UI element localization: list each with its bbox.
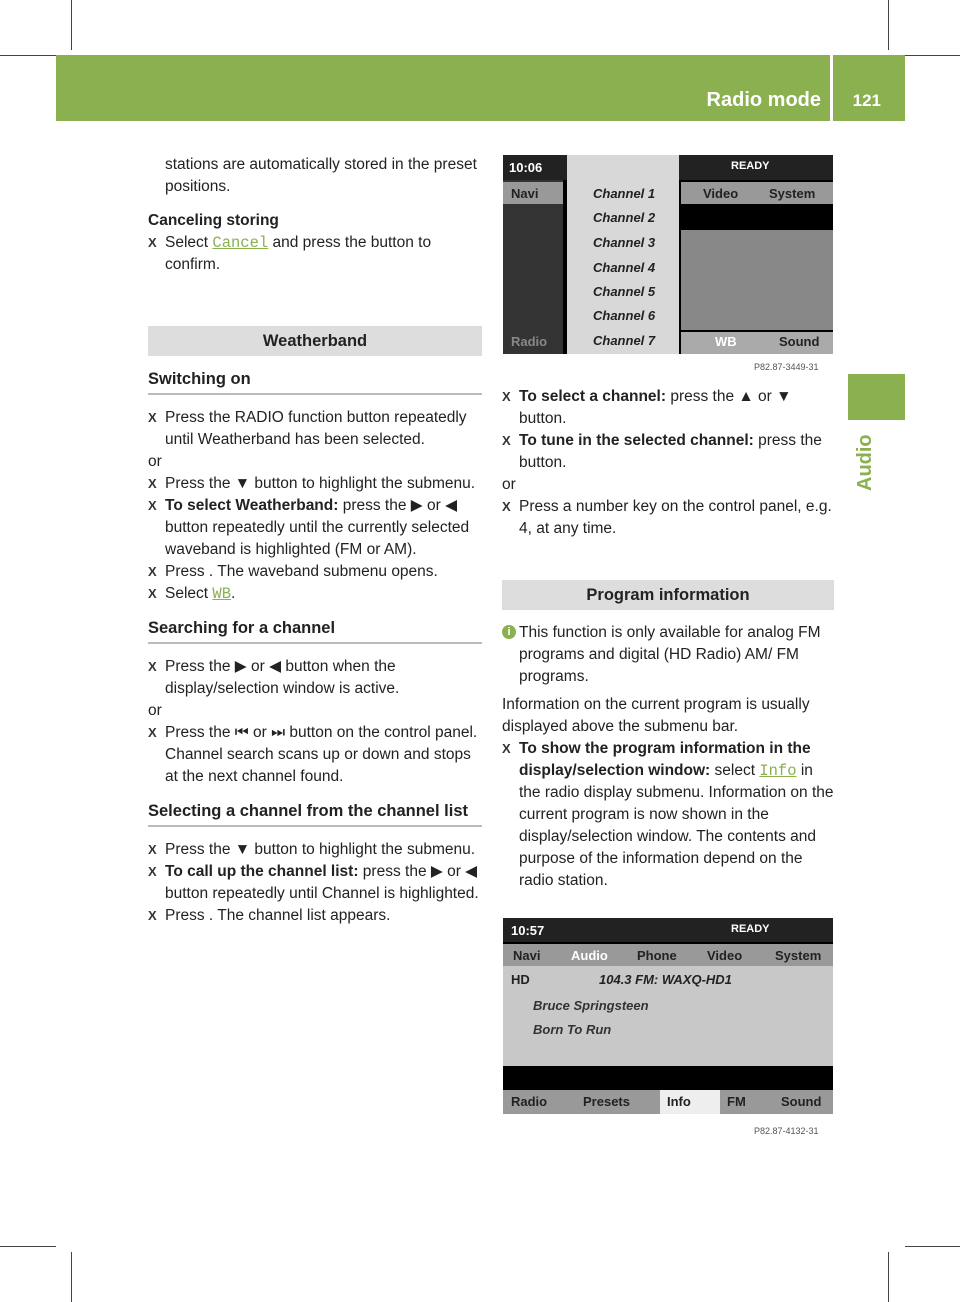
step-select-wb: X Select WB. bbox=[148, 583, 482, 605]
section-title: Radio mode bbox=[706, 89, 821, 111]
page-header bbox=[56, 55, 905, 121]
navi-tab: Navi bbox=[511, 186, 539, 201]
figure-caption: P82.87-3449-31 bbox=[754, 362, 819, 372]
channel-list-screenshot bbox=[503, 155, 833, 354]
sound-tab: Sound bbox=[779, 334, 820, 349]
tab-video: Video bbox=[707, 948, 743, 963]
radio-tab: Radio bbox=[511, 334, 548, 349]
program-info-screenshot bbox=[503, 918, 833, 1114]
crop-mark bbox=[905, 55, 960, 56]
step-radio: X Press the RADIO function button repeatedly until Weatherband has been selected. bbox=[148, 407, 482, 451]
bottom-presets: Presets bbox=[583, 1094, 630, 1109]
step-show-info: X To show the program information in the display/selection window: select Info in the radio display submenu. Information on the current program is now shown in the display/selection window. The contents and purpose of the information depend on the radio station. bbox=[502, 738, 834, 892]
bottom-fm: FM bbox=[727, 1094, 746, 1109]
or-text: or bbox=[148, 453, 162, 470]
cancel-step: X Select Cancel and press the button to confirm. bbox=[148, 232, 482, 276]
crop-mark bbox=[888, 0, 889, 50]
channel-item: Channel 6 bbox=[593, 308, 656, 323]
side-label: Audio bbox=[854, 434, 876, 491]
tab-navi: Navi bbox=[513, 948, 541, 963]
right-column bbox=[502, 386, 834, 892]
channel-list-heading: Selecting a channel from the channel list bbox=[148, 800, 482, 827]
clock: 10:06 bbox=[509, 160, 543, 175]
crop-mark bbox=[905, 1246, 960, 1247]
step-tune: X To tune in the selected channel: press the button. bbox=[502, 430, 834, 474]
wb-tab: WB bbox=[715, 334, 737, 349]
song-title: Born To Run bbox=[533, 1022, 612, 1037]
step-select-channel: X To select a channel: press the ▲ or ▼ button. bbox=[502, 386, 834, 430]
info-note: i This function is only available for analog FM programs and digital (HD Radio) AM/ FM programs. bbox=[502, 622, 834, 688]
side-tab bbox=[848, 374, 905, 420]
switching-heading: Switching on bbox=[148, 368, 482, 395]
crop-mark bbox=[0, 1246, 56, 1247]
info-icon: i bbox=[502, 625, 516, 639]
search-heading: Searching for a channel bbox=[148, 617, 482, 644]
step-number-key: X Press a number key on the control panel, e.g. 4, at any time. bbox=[502, 496, 834, 540]
step-call-list: X To call up the channel list: press the ▶ or ◀ button repeatedly until Channel is highlighted. bbox=[148, 861, 482, 905]
header-divider bbox=[830, 55, 833, 121]
artist-name: Bruce Springsteen bbox=[533, 998, 649, 1013]
intro-text: stations are automatically stored in the preset positions. bbox=[165, 156, 477, 195]
tab-system: System bbox=[775, 948, 822, 963]
step-highlight: X Press the ▼ button to highlight the submenu. bbox=[148, 473, 482, 495]
hd-icon: HD bbox=[511, 972, 530, 987]
program-info-heading: Program information bbox=[502, 580, 834, 610]
station-name: 104.3 FM: WAXQ-HD1 bbox=[599, 972, 732, 987]
info-paragraph: Information on the current program is usually displayed above the submenu bar. bbox=[502, 696, 810, 735]
left-column bbox=[148, 154, 482, 927]
step-list-appears: X Press . The channel list appears. bbox=[148, 905, 482, 927]
step-highlight-sub: X Press the ▼ button to highlight the submenu. bbox=[148, 839, 482, 861]
status: READY bbox=[731, 923, 770, 935]
crop-mark bbox=[71, 0, 72, 50]
tab-phone: Phone bbox=[637, 948, 677, 963]
cancel-heading: Canceling storing bbox=[148, 212, 279, 229]
status: READY bbox=[731, 160, 770, 172]
channel-item: Channel 3 bbox=[593, 235, 656, 250]
channel-item: Channel 7 bbox=[593, 333, 656, 348]
weatherband-heading: Weatherband bbox=[148, 326, 482, 356]
step-search: X Press the ▶ or ◀ button when the display/selection window is active. bbox=[148, 656, 482, 700]
or-text: or bbox=[148, 702, 162, 719]
crop-mark bbox=[71, 1252, 72, 1302]
clock: 10:57 bbox=[511, 923, 545, 938]
or-text: or bbox=[502, 476, 516, 493]
crop-mark bbox=[0, 55, 56, 56]
bottom-sound: Sound bbox=[781, 1094, 822, 1109]
bottom-info: Info bbox=[667, 1094, 691, 1109]
system-tab: System bbox=[769, 186, 816, 201]
channel-item: Channel 1 bbox=[593, 186, 656, 201]
page-number: 121 bbox=[852, 91, 881, 110]
bottom-radio: Radio bbox=[511, 1094, 548, 1109]
channel-item: Channel 2 bbox=[593, 210, 656, 225]
video-tab: Video bbox=[703, 186, 739, 201]
step-press-ok: X Press . The waveband submenu opens. bbox=[148, 561, 482, 583]
tab-audio: Audio bbox=[571, 948, 608, 963]
channel-item: Channel 5 bbox=[593, 284, 656, 299]
step-weatherband: X To select Weatherband: press the ▶ or ◀ button repeatedly until the currently selected waveband is highlighted (FM or AM). bbox=[148, 495, 482, 561]
step-scan: X Press the ⏮ or ⏭ button on the control panel. Channel search scans up or down and stops at the next channel found. bbox=[148, 722, 482, 788]
channel-item: Channel 4 bbox=[593, 260, 656, 275]
figure-caption: P82.87-4132-31 bbox=[754, 1126, 819, 1136]
crop-mark bbox=[888, 1252, 889, 1302]
